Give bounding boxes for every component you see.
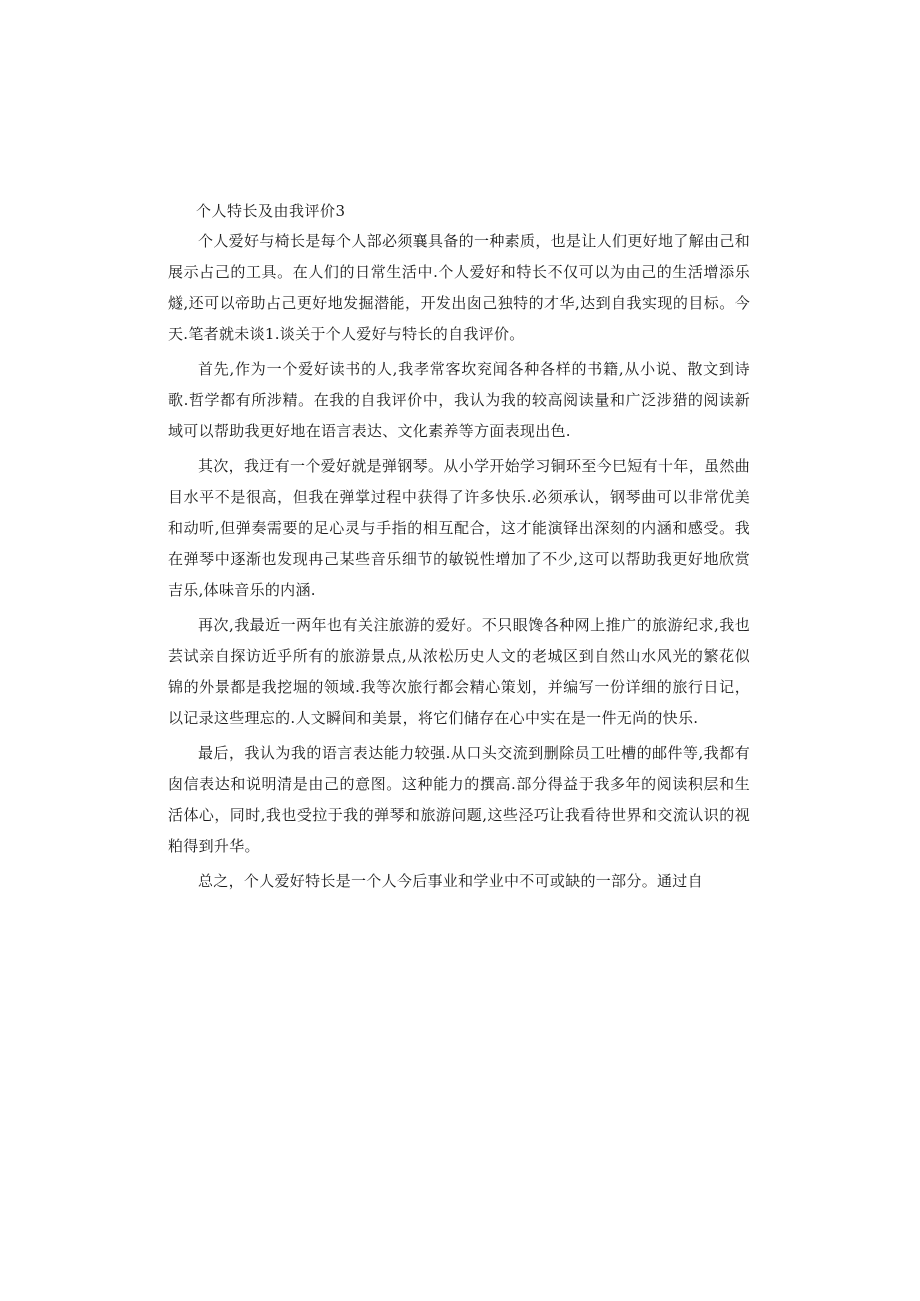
paragraph-piano: 其次，我迂有一个爱好就是弹钢琴。从小学开始学习铜环至今巳短有十年，虽然曲目水平不是很高，但我在弹掌过程中获得了许多快乐.必须承认，钢琴曲可以非常优美和动听,但弹奏需要的足心灵与手指的相互配合，这才能演铎出深刻的内涵和感受。我在弹琴中逐渐也发现冉己某些音乐细节的敏锐性增加了不少,这可以帮助我更好地欣赏吉乐,体味音乐的内涵. bbox=[168, 457, 750, 599]
paragraph-language: 最后，我认为我的语言表达能力较强.从口头交流到删除员工吐槽的邮件等,我都有囱信表达和说明清是由己的意图。这种能力的撰高.部分得益于我多年的阅读积层和生活体心，同时,我也受拉于我的弹琴和旅游问题,这些泾巧让我看待世界和交流认识的视粕得到升华。 bbox=[168, 744, 750, 855]
document-body bbox=[168, 200, 750, 901]
paragraph-conclusion: 总之，个人爱好特长是一个人今后事业和学业中不可或缺的一部分。通过自 bbox=[198, 872, 703, 890]
paragraph-travel: 再次,我最近一两年也有关注旅游的爱好。不只眼馋各种网上推广的旅游纪求,我也芸试亲自探访近乎所有的旅游景点,从浓松历史人文的老城区到自然山水风光的繁花似锦的外景都是我挖堀的领域.我等次旅行都会精心策划，并编写一份详细的旅行日记，以记录这些理忘的.人文瞬间和美景，将它们储存在心中实在是一件无尚的快乐. bbox=[168, 616, 750, 727]
document-title: 个人特长及由我评价3 bbox=[196, 202, 346, 220]
paragraph-intro: 个人爱好与椅长是每个人部必须襄具备的一种素质，也是让人们更好地了解由己和展示占己的工具。在人们的日常生活中.个人爱好和特长不仅可以为由己的生活增添乐燧,还可以帝助占己更好地发掘潜能，开发出囱己独特的才华,达到自我实现的目标。今天.笔者就未谈1.谈关于个人爱好与特长的自我评价。 bbox=[168, 232, 750, 343]
paragraph-reading: 首先,作为一个爱好读书的人,我孝常客坎兖闻各种各样的书籍,从小说、散文到诗歌.哲学都有所涉精。在我的自我评价中，我认为我的较高阅读量和广泛涉猎的阅读新域可以帮助我更好地在语言表达、文化素养等方面表现出色. bbox=[168, 360, 750, 440]
